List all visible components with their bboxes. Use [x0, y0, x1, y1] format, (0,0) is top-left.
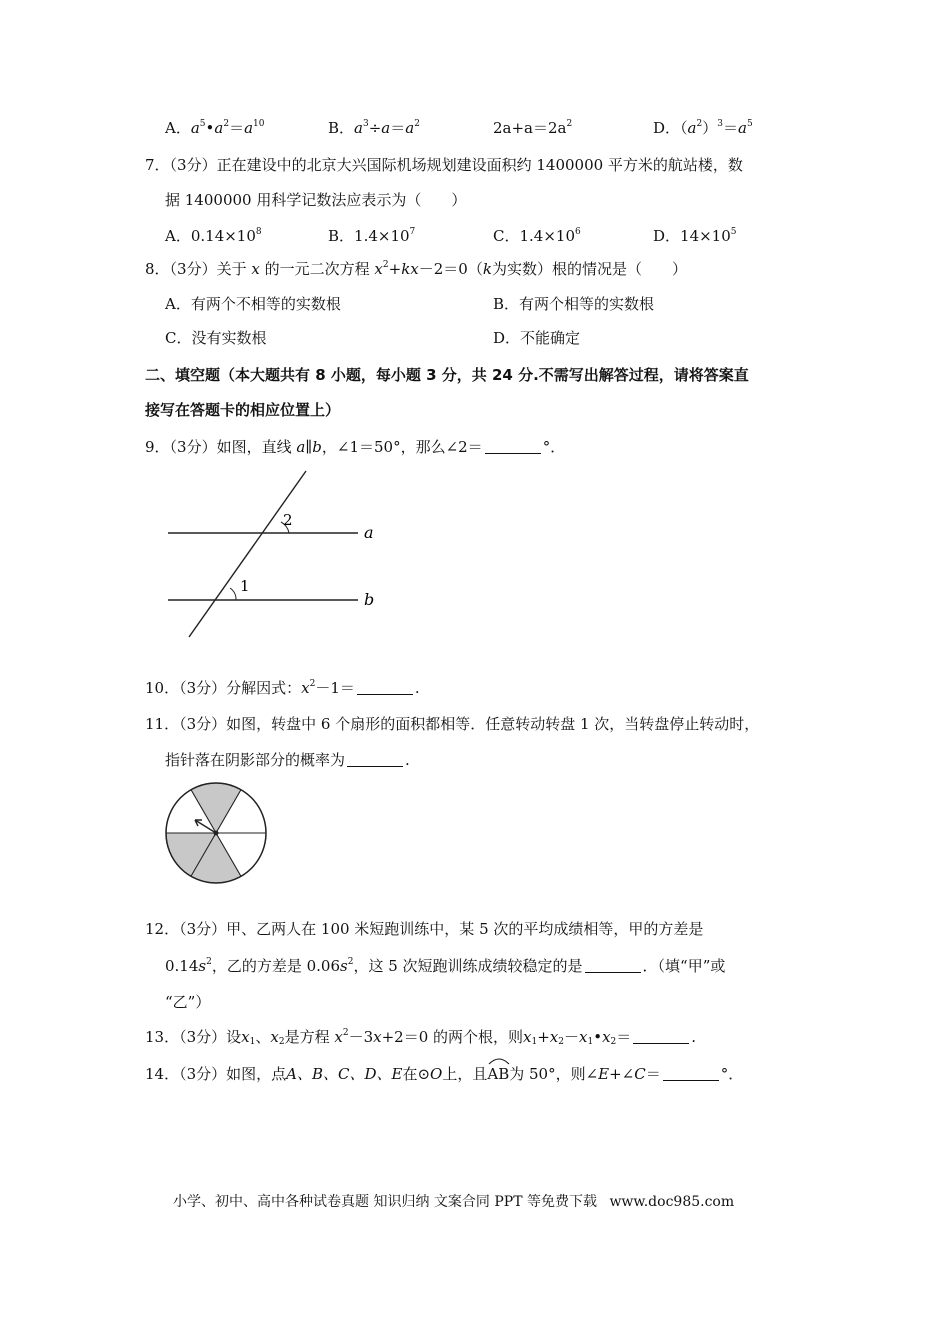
q7-option-d: D．$14\times 10^5$	[653, 227, 737, 245]
section-heading-line1: 二、填空题（本大题共有 8 小题，每小题 3 分，共 24 分.不需写出解答过程，请将答案直	[145, 366, 749, 384]
q12-stem-line2: $0.14s^2$，乙的方差是 $0.06s^2$，这 5 次短跑训练成绩较稳定的是 ．（填“甲”或	[165, 957, 726, 975]
q12-stem-line3: “乙”）	[165, 993, 211, 1011]
spinner-figure	[163, 780, 269, 886]
q7-stem-line2: 据 1400000 用科学记数法应表示为（ ）	[165, 191, 467, 209]
answer-blank	[633, 1029, 689, 1044]
angle1-arc	[230, 588, 236, 600]
spinner-center	[214, 831, 219, 836]
label-b: b	[364, 590, 375, 609]
label-a: a	[364, 523, 374, 542]
q7-stem-line1: 7．（3分）正在建设中的北京大兴国际机场规划建设面积约 1400000 平方米的航站楼，数	[145, 156, 743, 174]
q10-stem: 10．（3分）分解因式：$x^2-1=$ .	[145, 679, 420, 697]
angle2-label: 2	[283, 511, 293, 529]
q7-option-a: A．$0.14\times 10^8$	[165, 227, 262, 245]
q8-option-c: C．没有实数根	[165, 329, 267, 347]
q13-stem: 13．（3分）设$x_1$、$x_2$是方程 $x^2-3x+2=0$ 的两个根，则$x_1+x_2-x_1•x_2=$ .	[145, 1028, 697, 1047]
q6-option-d: D．$(a^2)^3=a^5$	[653, 119, 753, 137]
q6-option-a: A．$a^5•a^2=a^{10}$	[165, 119, 265, 137]
parallel-lines-figure	[160, 465, 390, 645]
q9-stem: 9．（3分）如图，直线 a∥b，∠1＝50°，那么∠2＝ °．	[145, 438, 566, 456]
footer-url[interactable]: www.doc985.com	[609, 1194, 735, 1210]
arc-ab: AB	[487, 1064, 509, 1084]
angle1-label: 1	[240, 577, 250, 595]
answer-blank	[663, 1066, 719, 1081]
q7-option-c: C．$1.4\times 10^6$	[493, 227, 581, 245]
q6-option-b: B．$a^3\div a=a^2$	[328, 119, 420, 137]
q8-stem: 8．（3分）关于 x 的一元二次方程 $x^2+kx-2=0(k$为实数）根的情况是（ ）	[145, 260, 687, 278]
answer-blank	[357, 680, 413, 695]
q7-option-b: B．$1.4\times 10^7$	[328, 227, 416, 245]
q8-option-b: B．有两个相等的实数根	[493, 295, 655, 313]
q8-option-d: D．不能确定	[493, 329, 581, 347]
footer-text: 小学、初中、高中各种试卷真题 知识归纳 文案合同 PPT 等免费下载	[173, 1194, 597, 1210]
footer	[173, 1192, 734, 1212]
q8-option-a: A．有两个不相等的实数根	[165, 295, 341, 313]
q12-stem-line1: 12．（3分）甲、乙两人在 100 米短跑训练中，某 5 次的平均成绩相等，甲的方差是	[145, 920, 704, 938]
q11-stem-line2: 指针落在阴影部分的概率为 .	[165, 751, 410, 769]
q6-option-c: $2a+a=2a^2$	[493, 119, 573, 137]
section-heading-line2: 接写在答题卡的相应位置上）	[145, 401, 341, 419]
answer-blank	[485, 439, 541, 454]
answer-blank	[347, 752, 403, 767]
q11-stem-line1: 11．（3分）如图，转盘中 6 个扇形的面积都相等．任意转动转盘 1 次，当转盘停止转动时，	[145, 715, 760, 733]
q14-stem: 14．（3分）如图，点A、B、C、D、E在⊙O上，且 AB为 50°，则∠E+∠C＝ °．	[145, 1064, 743, 1084]
transversal	[189, 471, 306, 637]
answer-blank	[585, 958, 641, 973]
